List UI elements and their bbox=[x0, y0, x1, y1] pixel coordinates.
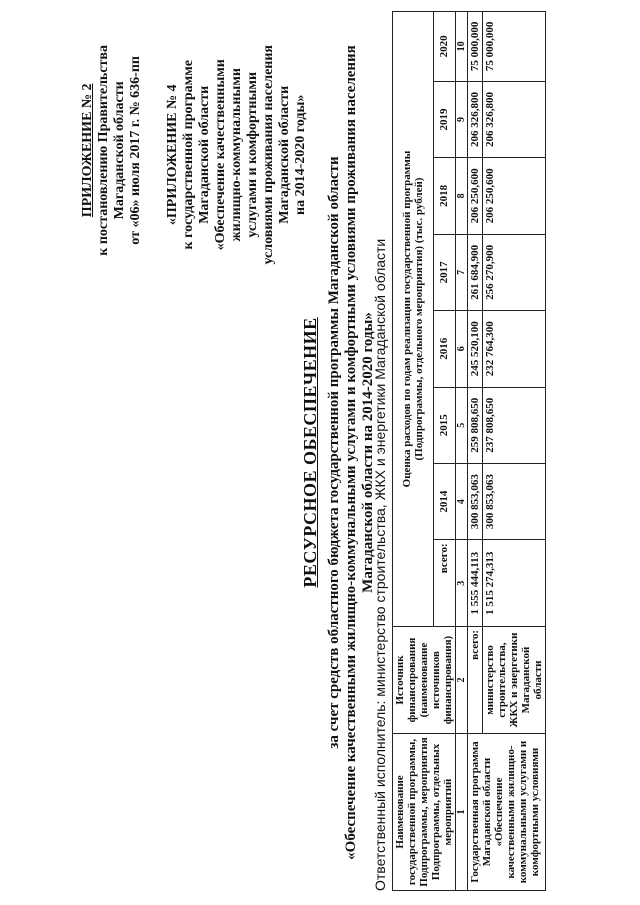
value-cell: 300 853,063 bbox=[483, 463, 546, 539]
column-number: 5 bbox=[456, 387, 468, 463]
column-number: 1 bbox=[456, 734, 468, 891]
subtitle-line: «Обеспечение качественными жилищно-коммунальными услугами и комфортными условиями проживания населения bbox=[343, 45, 359, 860]
value-cell: 245 520,100 bbox=[468, 311, 483, 387]
total-cell: 1 515 274,313 bbox=[483, 540, 546, 627]
value-cell: 75 000,000 bbox=[468, 12, 483, 82]
column-number: 10 bbox=[456, 12, 468, 82]
value-cell: 237 808,650 bbox=[483, 387, 546, 463]
appendix-2-line: Магаданской области bbox=[112, 81, 127, 220]
column-number: 6 bbox=[456, 311, 468, 387]
header-year: 2020 bbox=[433, 12, 456, 82]
appendix-4-title: «ПРИЛОЖЕНИЕ № 4 bbox=[165, 84, 180, 226]
header-estimate-line2: (Подпрограммы, отдельного мероприятия) (тыс. рублей) bbox=[412, 177, 425, 461]
header-estimate-line1: Оценка расходов по годам реализации государственной программы bbox=[400, 150, 413, 488]
table-row bbox=[468, 12, 483, 891]
appendix-4-line: условиями проживания населения bbox=[261, 45, 276, 265]
appendix-4-line: на 2014-2020 годы» bbox=[293, 94, 308, 215]
appendix-4-line: услугами и комфортными bbox=[245, 71, 260, 238]
header-year: 2016 bbox=[433, 311, 456, 387]
header-name: Наименование государственной программы, Подпрограммы, мероприятия Подпрограммы, отдельных мероприятий bbox=[393, 734, 456, 891]
header-total: всего: bbox=[433, 540, 456, 627]
value-cell: 232 764,300 bbox=[483, 311, 546, 387]
header-year: 2017 bbox=[433, 234, 456, 310]
total-cell: 1 555 444,113 bbox=[468, 540, 483, 627]
value-cell: 206 326,800 bbox=[468, 81, 483, 157]
subtitle-line: за счет средств областного бюджета государственной программы Магаданской области bbox=[326, 156, 342, 749]
column-number: 9 bbox=[456, 81, 468, 157]
value-cell: 261 684,900 bbox=[468, 234, 483, 310]
column-number: 7 bbox=[456, 234, 468, 310]
value-cell: 259 808,650 bbox=[468, 387, 483, 463]
document-subtitle bbox=[326, 0, 377, 905]
source-cell: всего: bbox=[468, 627, 483, 734]
value-cell: 206 250,600 bbox=[468, 158, 483, 234]
value-cell: 206 250,600 bbox=[483, 158, 546, 234]
responsible-executor: Ответственный исполнитель: министерство строительства, ЖКХ и энергетики Магаданской области bbox=[372, 238, 388, 891]
appendix-4-line: «Обеспечение качественными bbox=[213, 59, 228, 251]
table-header-row bbox=[393, 12, 434, 891]
appendix-2-line: от «06» июля 2017 г. № 636-пп bbox=[128, 56, 143, 245]
appendix-2-header bbox=[80, 45, 144, 256]
resource-table bbox=[392, 11, 546, 891]
column-number: 3 bbox=[456, 540, 468, 627]
source-cell: министерство строительства, ЖКХ и энергетики Магаданской области bbox=[483, 627, 546, 734]
header-year: 2015 bbox=[433, 387, 456, 463]
header-year: 2019 bbox=[433, 81, 456, 157]
appendix-4-line: Магаданской области bbox=[197, 85, 212, 224]
value-cell: 256 270,900 bbox=[483, 234, 546, 310]
subtitle-line: Магаданской области на 2014-2020 годы» bbox=[360, 312, 376, 593]
document-title: РЕСУРСНОЕ ОБЕСПЕЧЕНИЕ bbox=[300, 317, 320, 588]
header-year: 2014 bbox=[433, 463, 456, 539]
value-cell: 75 000,000 bbox=[483, 12, 546, 82]
value-cell: 206 326,800 bbox=[483, 81, 546, 157]
appendix-2-line: к постановлению Правительства bbox=[96, 45, 111, 256]
program-name-cell: Государственная программа Магаданской области «Обеспечение качественными жилищно-коммунальными услугами и комфортными условиями bbox=[468, 734, 546, 891]
appendix-4-line: Магаданской области bbox=[277, 85, 292, 224]
column-number: 4 bbox=[456, 463, 468, 539]
appendix-2-title: ПРИЛОЖЕНИЕ № 2 bbox=[80, 83, 95, 218]
value-cell: 300 853,063 bbox=[468, 463, 483, 539]
appendix-4-header bbox=[165, 45, 309, 265]
header-estimate bbox=[393, 12, 434, 627]
header-year: 2018 bbox=[433, 158, 456, 234]
column-number-row bbox=[456, 12, 468, 891]
column-number: 2 bbox=[456, 627, 468, 734]
appendix-4-line: к государственной программе bbox=[181, 60, 196, 250]
appendix-4-line: жилищно-коммунальными bbox=[229, 68, 244, 242]
column-number: 8 bbox=[456, 158, 468, 234]
header-source: Источник финансирования (наименование источников финансирования) bbox=[393, 627, 456, 734]
